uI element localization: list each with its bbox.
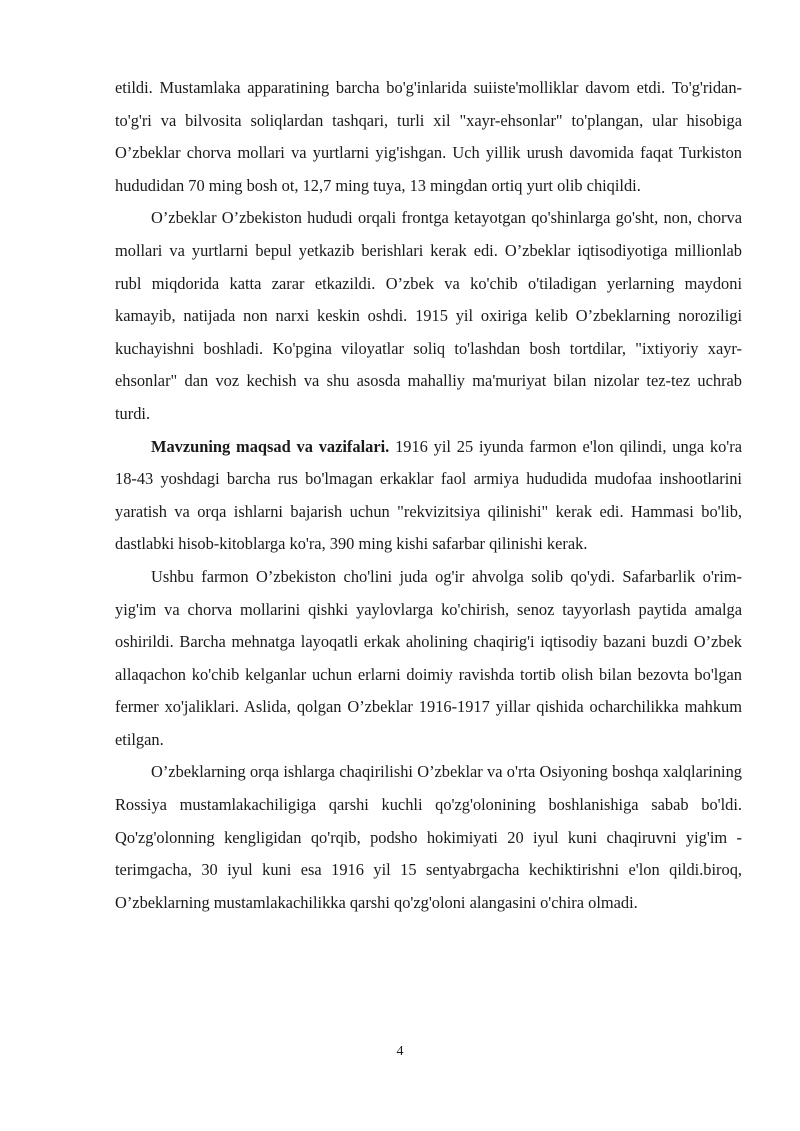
paragraph-1-text: etildi. Mustamlaka apparatining barcha bo'g'inlarida suiiste'molliklar davom etdi. To'g'ridan-to'g'ri va bilvosita soliqlardan tashqari, turli xil "xayr-ehsonlar" to'plangan, ular hisobiga O’zbeklar chorva mollari va yurtlarni yig'ishgan. Uch yillik urush davomida faqat Turkiston hududidan 70 ming bosh ot, 12,7 ming tuya, 13 mingdan ortiq yurt olib chiqildi. xyxy=(115,78,742,195)
paragraph-1 xyxy=(115,72,742,202)
paragraph-5 xyxy=(115,756,742,919)
paragraph-3 xyxy=(115,431,742,561)
document-page xyxy=(115,72,742,919)
paragraph-4 xyxy=(115,561,742,757)
paragraph-3-text: 1916 yil 25 iyunda farmon e'lon qilindi, unga ko'ra 18-43 yoshdagi barcha rus bo'lmagan erkaklar faol armiya hududida mudofaa inshootlarini yaratish va orqa ishlarni bajarish uchun "rekvizitsiya qilinishi" kerak edi. Hammasi bo'lib, dastlabki hisob-kitoblarga ko'ra, 390 ming kishi safarbar qilinishi kerak. xyxy=(115,436,742,554)
paragraph-3-lead: Mavzuning maqsad va vazifalari. xyxy=(151,436,390,456)
page-number: 4 xyxy=(396,1044,404,1059)
paragraph-2-text: O’zbeklar O’zbekiston hududi orqali frontga ketayotgan qo'shinlarga go'sht, non, chorva mollari va yurtlarni bepul yetkazib berishlari kerak edi. O’zbeklar iqtisodiyotiga millionlab rubl miqdorida katta zarar etkazildi. O’zbek va ko'chib o'tiladigan yerlarning maydoni kamayib, natijada non narxi keskin oshdi. 1915 yil oxiriga kelib O’zbeklarning noroziligi kuchayishni boshladi. Ko'pgina viloyatlar soliq to'lashdan bosh tortdilar, "ixtiyoriy xayr-ehsonlar" dan voz kechish va shu asosda mahalliy ma'muriyat bilan nizolar tez-tez uchrab turdi. xyxy=(115,208,742,423)
paragraph-4-text: Ushbu farmon O’zbekiston cho'lini juda og'ir ahvolga solib qo'ydi. Safarbarlik o'rim-yig'im va chorva mollarini qishki yaylovlarga ko'chirish, senoz tayyorlash paytida amalga oshirildi. Barcha mehnatga layoqatli erkak aholining chaqirig'i iqtisodiy bazani buzdi O’zbek allaqachon ko'chib kelganlar uchun erlarni doimiy ravishda tortib olish bilan bezovta bo'lgan fermer xo'jaliklari. Aslida, qolgan O’zbeklar 1916-1917 yillar qishida ocharchilikka mahkum etilgan. xyxy=(115,566,742,749)
paragraph-5-text: O’zbeklarning orqa ishlarga chaqirilishi O’zbeklar va o'rta Osiyoning boshqa xalqlarining Rossiya mustamlakachiligiga qarshi kuchli qo'zg'olonining boshlanishiga sabab bo'ldi. Qo'zg'olonning kengligidan qo'rqib, podsho hokimiyati 20 iyul kuni chaqiruvni yig'im - terimgacha, 30 iyul kuni esa 1916 yil 15 sentyabrgacha kechiktirishni e'lon qildi.biroq, O’zbeklarning mustamlakachilikka qarshi qo'zg'oloni alangasini o'chira olmadi. xyxy=(115,762,742,912)
paragraph-2 xyxy=(115,202,742,430)
